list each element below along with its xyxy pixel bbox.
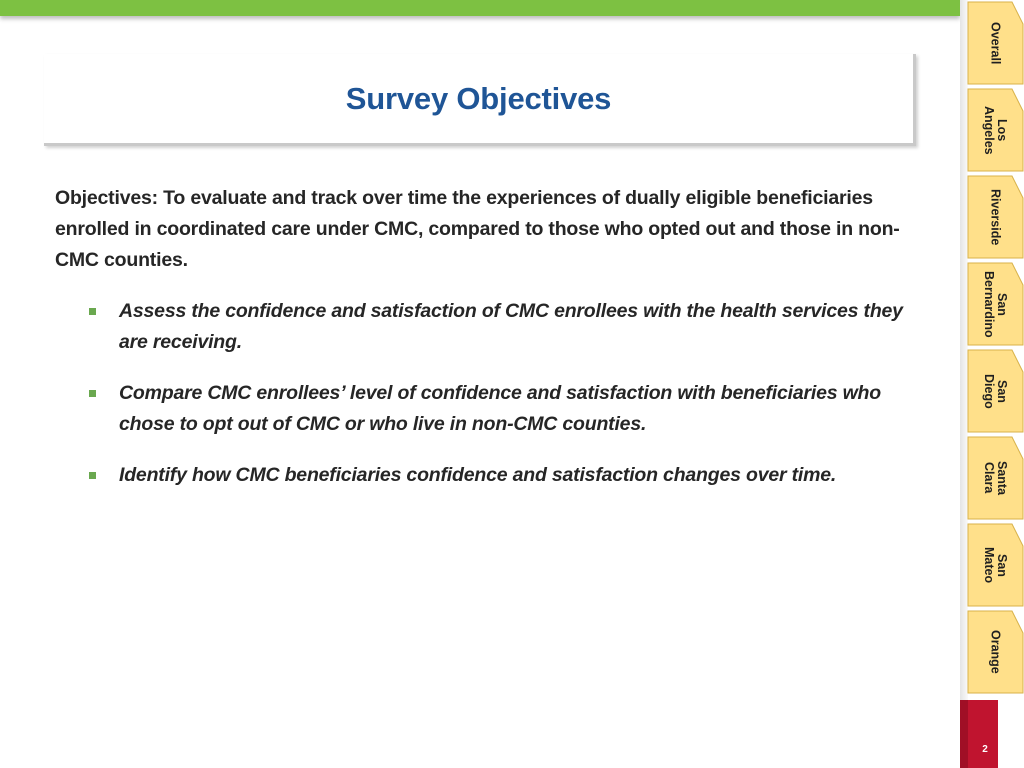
tab-label: Riverside bbox=[988, 188, 1003, 246]
top-accent-bar bbox=[0, 0, 960, 16]
objective-text: Assess the confidence and satisfaction of CMC enrollees with the health services they are receiving. bbox=[119, 300, 903, 353]
tab-san-mateo[interactable] bbox=[960, 522, 1024, 608]
objectives-list bbox=[55, 296, 905, 491]
list-item bbox=[55, 378, 905, 440]
list-item bbox=[55, 460, 905, 491]
objective-text: Compare CMC enrollees’ level of confidence and satisfaction with beneficiaries who chose to opt out of CMC or who live in non-CMC counties. bbox=[119, 382, 881, 435]
tab-san-bernardino[interactable] bbox=[960, 261, 1024, 347]
tab-los-angeles[interactable] bbox=[960, 87, 1024, 173]
tab-label: Overall bbox=[988, 21, 1003, 65]
county-nav-sidebar bbox=[960, 0, 1024, 768]
tab-label: San Bernardino bbox=[982, 270, 1009, 338]
bullet-square-icon bbox=[89, 308, 96, 315]
title-box bbox=[44, 54, 916, 146]
bullet-square-icon bbox=[89, 390, 96, 397]
bullet-square-icon bbox=[89, 472, 96, 479]
page-number: 2 bbox=[982, 744, 988, 755]
list-item bbox=[55, 296, 905, 358]
tab-label: San Mateo bbox=[982, 546, 1009, 584]
tab-label: Orange bbox=[988, 630, 1003, 674]
tab-orange[interactable] bbox=[960, 609, 1024, 695]
page-number-strip bbox=[960, 700, 968, 768]
page-title: Survey Objectives bbox=[345, 80, 612, 116]
tab-san-diego[interactable] bbox=[960, 348, 1024, 434]
tab-label: Los Angeles bbox=[982, 105, 1009, 155]
objective-text: Identify how CMC beneficiaries confidence and satisfaction changes over time. bbox=[119, 464, 837, 486]
tab-label: San Diego bbox=[982, 373, 1009, 409]
tab-santa-clara[interactable] bbox=[960, 435, 1024, 521]
tab-overall[interactable] bbox=[960, 0, 1024, 86]
tab-label: Santa Clara bbox=[982, 460, 1009, 496]
slide-content bbox=[55, 183, 905, 511]
tab-riverside[interactable] bbox=[960, 174, 1024, 260]
objectives-intro: Objectives: To evaluate and track over time the experiences of dually eligible beneficiaries enrolled in coordinated care under CMC, compared to those who opted out and those in non-CMC counties. bbox=[55, 187, 900, 271]
